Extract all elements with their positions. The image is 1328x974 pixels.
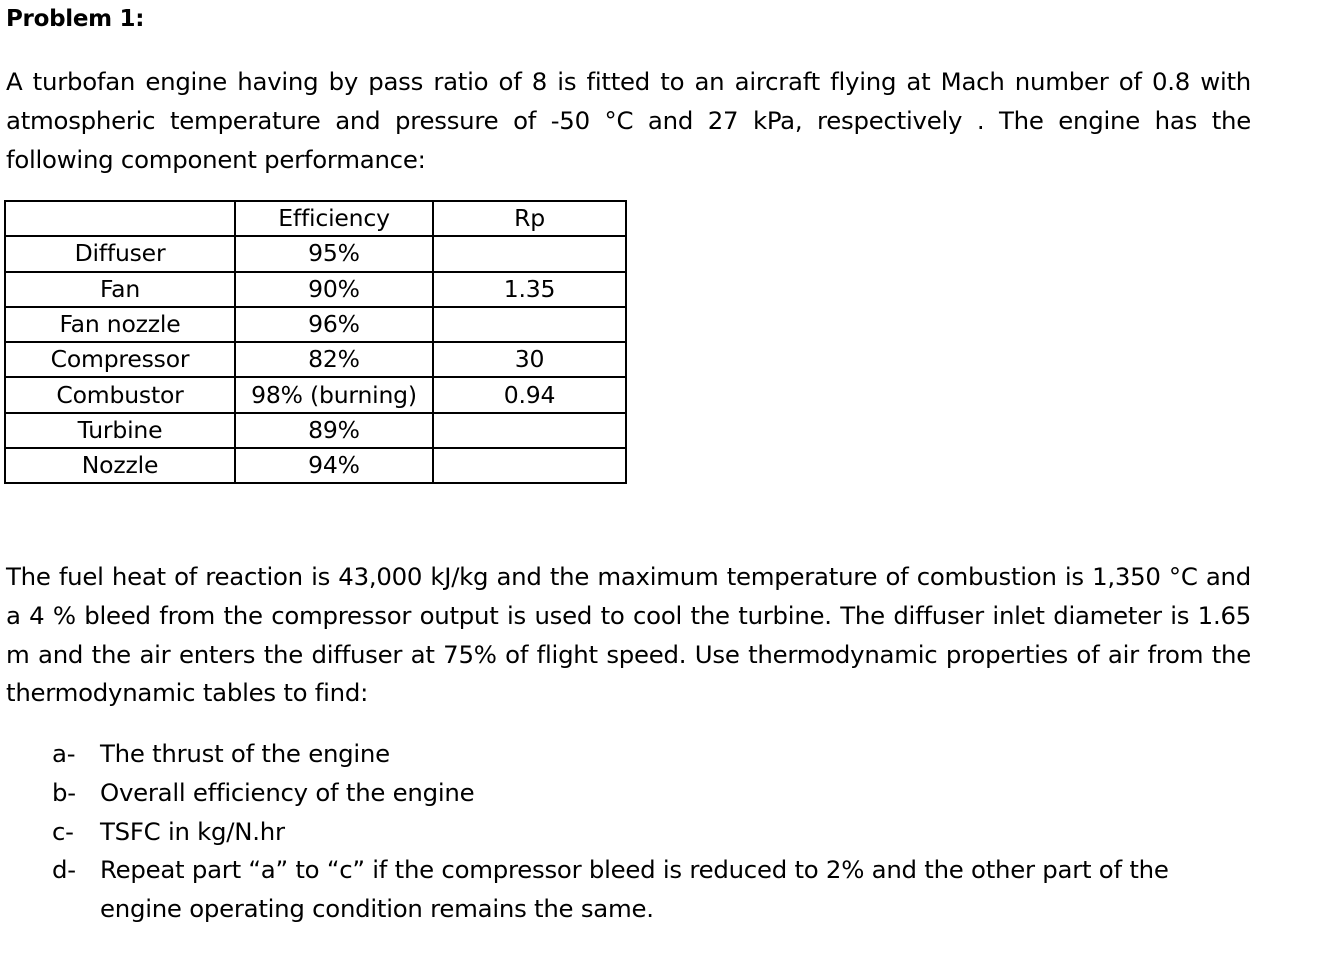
efficiency-cell: 98% (burning) — [235, 377, 433, 412]
list-item — [52, 735, 1252, 774]
rp-cell — [433, 236, 626, 271]
task-marker: c- — [52, 816, 74, 846]
task-marker: b- — [52, 777, 76, 807]
list-item — [52, 851, 1252, 929]
task-text: TSFC in kg/N.hr — [100, 816, 285, 846]
header-cell-rp: Rp — [433, 201, 626, 236]
task-text: Overall efficiency of the engine — [100, 777, 475, 807]
task-text: The thrust of the engine — [100, 739, 390, 768]
efficiency-cell: 94% — [235, 448, 433, 483]
efficiency-cell: 95% — [235, 236, 433, 271]
efficiency-cell: 89% — [235, 413, 433, 448]
rp-cell — [433, 307, 626, 342]
component-cell: Compressor — [5, 342, 235, 377]
table-row — [5, 377, 626, 412]
problem-heading: Problem 1: — [6, 6, 145, 32]
component-cell: Diffuser — [5, 236, 235, 271]
efficiency-cell: 90% — [235, 272, 433, 307]
header-cell-efficiency: Efficiency — [235, 201, 433, 236]
component-cell: Fan — [5, 272, 235, 307]
list-item — [52, 813, 1252, 852]
component-cell: Combustor — [5, 377, 235, 412]
table-row — [5, 236, 626, 271]
table-row — [5, 448, 626, 483]
task-text: Repeat part “a” to “c” if the compressor bleed is reduced to 2% and the other part of the engine operating condition remains the same. — [100, 855, 1169, 924]
component-cell: Fan nozzle — [5, 307, 235, 342]
component-performance-table — [4, 200, 627, 484]
intro-paragraph: A turbofan engine having by pass ratio of 8 is fitted to an aircraft flying at Mach number of 0.8 with atmospheric temperature and pressure of -50 °C and 27 kPa, respectively . The engine has the following component performance: — [6, 67, 1251, 174]
table-row — [5, 272, 626, 307]
table-row — [5, 413, 626, 448]
fuel-paragraph: The fuel heat of reaction is 43,000 kJ/kg and the maximum temperature of combustion is 1,350 °C and a 4 % bleed from the compressor output is used to cool the turbine. The diffuser inlet diameter is 1.65 m and the air enters the diffuser at 75% of flight speed. Use thermodynamic properties of air from the thermodynamic tables to find: — [6, 562, 1251, 708]
table-row — [5, 307, 626, 342]
table-row — [5, 342, 626, 377]
rp-cell — [433, 413, 626, 448]
component-cell: Nozzle — [5, 448, 235, 483]
efficiency-cell: 82% — [235, 342, 433, 377]
rp-cell: 1.35 — [433, 272, 626, 307]
task-marker: d- — [52, 855, 76, 885]
efficiency-cell: 96% — [235, 307, 433, 342]
rp-cell: 0.94 — [433, 377, 626, 412]
table-header-row — [5, 201, 626, 236]
task-list — [52, 735, 1252, 929]
rp-cell: 30 — [433, 342, 626, 377]
list-item — [52, 774, 1252, 813]
rp-cell — [433, 448, 626, 483]
component-cell: Turbine — [5, 413, 235, 448]
task-marker: a- — [52, 739, 76, 768]
header-cell-component — [5, 201, 235, 236]
